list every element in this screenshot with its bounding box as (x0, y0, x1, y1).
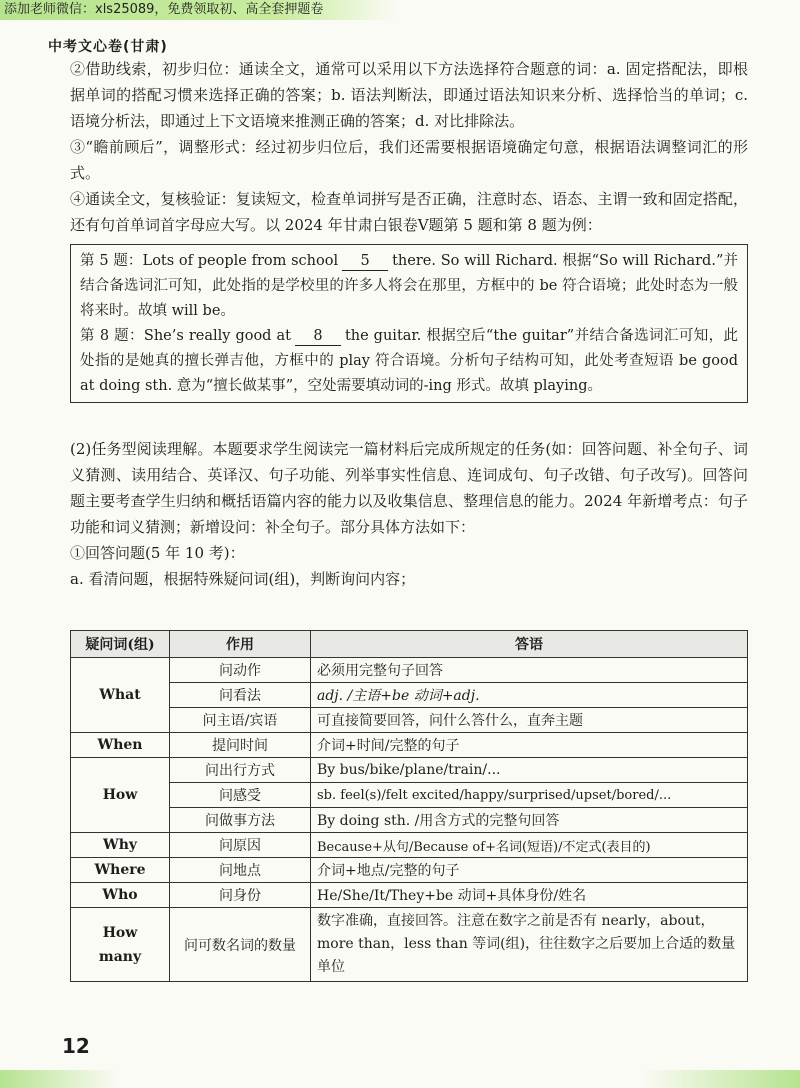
answer-cell: adj. /主语+be 动词+adj. (311, 683, 748, 708)
corner-decoration-right (640, 1070, 800, 1088)
step-3: ③“瞻前顾后”，调整形式：经过初步归位后，我们还需要根据语境确定句意，根据语法调整词汇的形式。 (70, 138, 748, 182)
func-cell: 问看法 (170, 683, 311, 708)
q8-prefix: 第 8 题：She’s really good at (80, 328, 291, 344)
table-row (71, 783, 748, 808)
answer-cell: 可直接简要回答，问什么答什么，直奔主题 (311, 708, 748, 733)
corner-decoration-left (0, 1070, 120, 1088)
example-q8 (80, 324, 738, 399)
table-row (71, 683, 748, 708)
func-cell: 问地点 (170, 858, 311, 883)
step-2: ②借助线索，初步归位：通读全文，通常可以采用以下方法选择符合题意的词：a. 固定搭配法，即根据单词的搭配习惯来选择正确的答案；b. 语法判断法，即通过语法知识来分析、选择恰当的单词；c. 语境分析法，即通过上下文语境来推测正确的答案；d. 对比排除法。 (70, 60, 748, 130)
table-row (71, 658, 748, 683)
word-who: Who (71, 883, 170, 908)
section-2 (70, 436, 748, 592)
table-row (71, 908, 748, 982)
header-answer: 答语 (311, 631, 748, 658)
answer-cell: He/She/It/They+be 动词+具体身份/姓名 (311, 883, 748, 908)
example-q5 (80, 249, 738, 324)
answer-cell: 介词+时间/完整的句子 (311, 733, 748, 758)
func-cell: 问主语/宾语 (170, 708, 311, 733)
running-header: 中考文心卷(甘肃) (48, 39, 168, 55)
section-2-intro: (2)任务型阅读理解。本题要求学生阅读完一篇材料后完成所规定的任务(如：回答问题、补全句子、词义猜测、读用结合、英译汉、句子功能、列举事实性信息、连词成句、句子改错、句子改写)。回答问题主要考查学生归纳和概括语篇内容的能力以及收集信息、整理信息的能力。2024 年新增考点：句子功能和词义猜测；新增设问：补全句子。部分具体方法如下： (70, 440, 748, 536)
word-why: Why (71, 833, 170, 858)
section-2-subtitle: ①回答问题(5 年 10 考)： (70, 544, 245, 562)
word-how-many-line-2: many (98, 948, 142, 965)
watermark-banner: 添加老师微信：xls25089，免费领取初、高全套押题卷 (0, 0, 400, 20)
table-row (71, 708, 748, 733)
word-how-many (71, 908, 170, 982)
word-how-many-line-1: How (102, 924, 138, 941)
table-row (71, 858, 748, 883)
answer-cell: 数字准确，直接回答。注意在数字之前是否有 nearly，about，more than，less than 等词(组)，往往数字之后要加上合适的数量单位 (311, 908, 748, 982)
header-question-word: 疑问词(组) (71, 631, 170, 658)
func-cell: 问原因 (170, 833, 311, 858)
question-word-table (70, 630, 748, 982)
func-cell: 问可数名词的数量 (170, 908, 311, 982)
q5-blank: 5 (342, 252, 388, 271)
func-cell: 问动作 (170, 658, 311, 683)
table-row (71, 758, 748, 783)
table-row (71, 883, 748, 908)
steps-text (70, 56, 748, 238)
section-2-point-a: a. 看清问题，根据特殊疑问词(组)，判断询问内容； (70, 570, 416, 588)
q5-prefix: 第 5 题：Lots of people from school (80, 253, 339, 269)
header-function: 作用 (170, 631, 311, 658)
answer-cell: Because+从句/Because of+名词(短语)/不定式(表目的) (311, 833, 748, 858)
table-header-row (71, 631, 748, 658)
word-where: Where (71, 858, 170, 883)
func-cell: 问出行方式 (170, 758, 311, 783)
func-cell: 问感受 (170, 783, 311, 808)
table-row (71, 808, 748, 833)
table-row (71, 733, 748, 758)
func-cell: 问身份 (170, 883, 311, 908)
q5-rest: there. So will Richard. 根据“So will Richard.”并结合备选词汇可知，此处指的是学校里的许多人将会在那里，方框中的 be 符合语境；此处时态为一般将来时。故填 will be。 (80, 253, 738, 319)
q8-rest: the guitar. 根据空后“the guitar”并结合备选词汇可知，此处指的是她真的擅长弹吉他，方框中的 play 符合语境。分析句子结构可知，此处考查短语 be good at doing sth. 意为“擅长做某事”，空处需要填动词的-ing 形式。故填 playing。 (80, 328, 738, 394)
answer-cell: 介词+地点/完整的句子 (311, 858, 748, 883)
word-what: What (71, 658, 170, 733)
answer-cell: By doing sth. /用含方式的完整句回答 (311, 808, 748, 833)
q8-blank: 8 (295, 327, 341, 346)
answer-cell: 必须用完整句子回答 (311, 658, 748, 683)
func-cell: 问做事方法 (170, 808, 311, 833)
step-4: ④通读全文，复核验证：复读短文，检查单词拼写是否正确，注意时态、语态、主谓一致和固定搭配，还有句首单词首字母应大写。以 2024 年甘肃白银卷Ⅴ题第 5 题和第 8 题为例： (70, 190, 748, 234)
word-how: How (71, 758, 170, 833)
answer-cell: sb. feel(s)/felt excited/happy/surprised/upset/bored/... (311, 783, 748, 808)
func-cell: 提问时间 (170, 733, 311, 758)
table-row (71, 833, 748, 858)
word-when: When (71, 733, 170, 758)
page-number: 12 (62, 1034, 90, 1058)
example-box (70, 244, 748, 403)
answer-cell: By bus/bike/plane/train/... (311, 758, 748, 783)
